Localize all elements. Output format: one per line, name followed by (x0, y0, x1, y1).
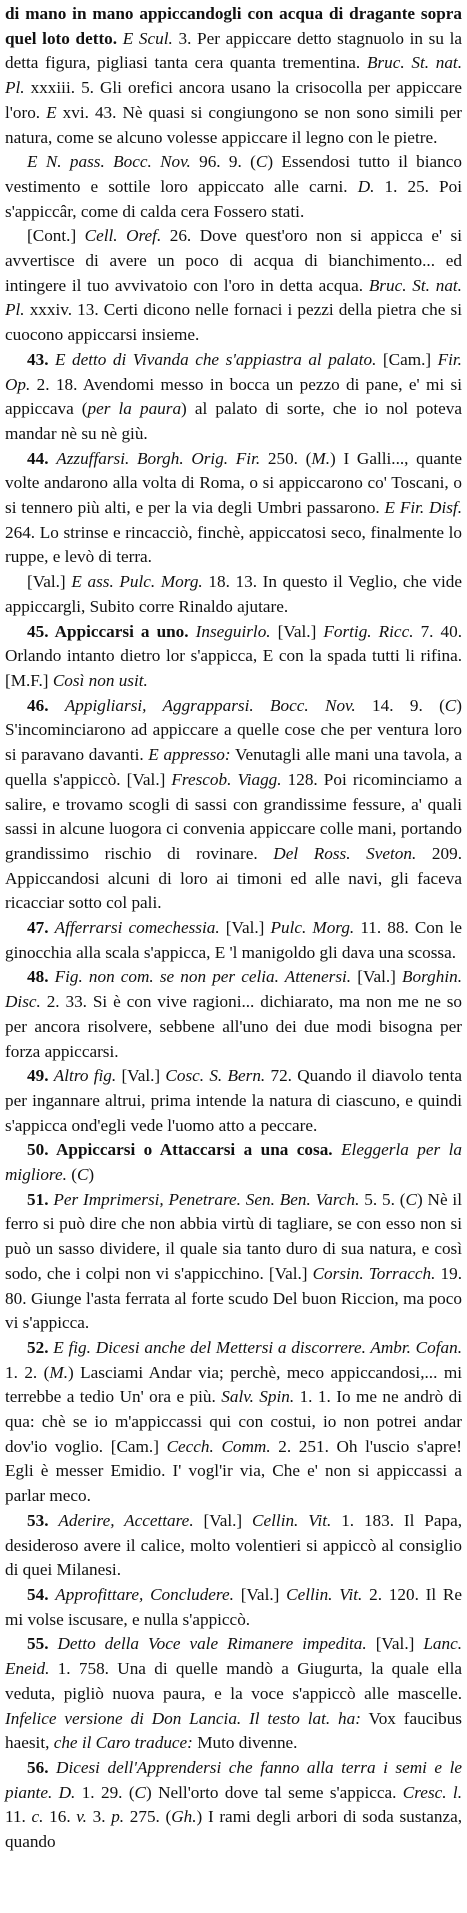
dictionary-paragraph: 53. Aderire, Accettare. [Val.] Cellin. Vit. 1. 183. Il Papa, desideroso avere il calice, molto volentieri si appiccò al consiglio di quei Milanesi. (5, 1510, 463, 1580)
dictionary-paragraph: [Cont.] Cell. Oref. 26. Dove quest'oro non si appicca e' si avvertisce di avere un poco di acqua di bianchimento... ed intingere il tuo avvivatoio con l'oro in detta acqua. Bruc. St. nat. Pl. xxxiv. 13. Certi dicono nelle fornaci i pezzi della pietra che si cuocono appiccarsi insieme. (5, 226, 462, 345)
dictionary-paragraph: [Val.] E ass. Pulc. Morg. 18. 13. In questo il Veglio, che vide appiccargli, Subito corre Rinaldo ajutare. (5, 572, 463, 616)
dictionary-paragraph: 55. Detto della Voce vale Rimanere impedita. [Val.] Lanc. Eneid. 1. 758. Una di quelle mandò a Giugurta, la quale ella veduta, pigliò nuova paura, e la voce s'appiccò alle mascelle. Infelice versione di Don Lancia. Il testo lat. ha: Vox faucibus haesit, che il Caro traduce: Muto divenne. (5, 1634, 463, 1753)
dictionary-paragraph: 43. E detto di Vivanda che s'appiastra al palato. [Cam.] Fir. Op. 2. 18. Avendomi messo in bocca un pezzo di pane, e' mi si appiccava (per la paura) al palato di sorte, che io nol poteva mandar nè su nè giù. (5, 349, 462, 443)
dictionary-paragraph: 48. Fig. non com. se non per celia. Attenersi. [Val.] Borghin. Disc. 2. 33. Si è con vive ragioni... dichiarato, ma non me ne so per ancora risolvere, sebbene all'uno dei due modi bisogna per forza appiccarsi. (5, 967, 463, 1061)
dictionary-paragraph: 47. Afferrarsi comechessia. [Val.] Pulc. Morg. 11. 88. Con le ginocchia alla scala s'appicca, E 'l manigoldo gli dava una scossa. (5, 918, 462, 962)
dictionary-paragraph: 52. E fig. Dicesi anche del Mettersi a discorrere. Ambr. Cofan. 1. 2. (M.) Lasciami Andar via; perchè, meco appiccandosi,... mi terrebbe a tedio Un' ora e più. Salv. Spin. 1. 1. Io me ne andrò di qua: chè se io m'appiccassi qui con costui, io non potrei andar dov'io voglio. [Cam.] Cecch. Comm. 2. 251. Oh l'uscio s'apre! Egli è messer Emidio. I' vogl'ir via, Che e' non si appiccassi a parlar meco. (5, 1337, 463, 1506)
dictionary-paragraph: 51. Per Imprimersi, Penetrare. Sen. Ben. Varch. 5. 5. (C) Nè il ferro si può dire che non abbia virtù di tagliare, se con esso non si può un sasso dividere, il quale sia tanto duro di sua natura, e così sodo, che i colpi non vi s'appicchino. [Val.] Corsin. Torracch. 19. 80. Giunge l'asta ferrata al forte scudo Del buon Riccion, ma poco vi s'appicca. (5, 1189, 462, 1333)
dictionary-paragraph: di mano in mano appiccandogli con acqua di dragante sopra quel loto detto. E Scul. 3. Per appiccare detto stagnuolo in su la detta figura, pigliasi tanta cera quanta trementina. Bruc. St. nat. Pl. xxxiii. 5. Gli orefici ancora usano la crisocolla per appiccare l'oro. E xvi. 43. Nè quasi si congiungono se non sono simili per natura, come se alcuno volesse appiccare il legno con le pietre. (5, 4, 463, 147)
dictionary-paragraph: 44. Azzuffarsi. Borgh. Orig. Fir. 250. (M.) I Galli..., quante volte andarono alla volta di Roma, o si appiccarono co' Toscani, o si tennero più alti, e per la via degli Umbri passarono. E Fir. Disf. 264. Lo strinse e rincacciò, finchè, appiccatosi seco, finalmente lo ruppe, e levò di terra. (5, 448, 462, 567)
dictionary-paragraph: E N. pass. Bocc. Nov. 96. 9. (C) Essendosi tutto il bianco vestimento e sottile loro appiccato alle carni. D. 1. 25. Poi s'appiccâr, come di calda cera Fossero stati. (5, 152, 462, 221)
dictionary-paragraph: 56. Dicesi dell'Apprendersi che fanno alla terra i semi e le piante. D. 1. 29. (C) Nell'orto dove tal seme s'appicca. Cresc. l. 11. c. 16. v. 3. p. 275. (Gh.) I rami degli arbori di soda sustanza, quando (5, 1757, 463, 1852)
dictionary-paragraph: 50. Appiccarsi o Attaccarsi a una cosa. Eleggerla per la migliore. (C) (5, 1140, 463, 1185)
dictionary-paragraph: 46. Appigliarsi, Aggrapparsi. Bocc. Nov. 14. 9. (C) S'incominciarono ad appiccare a quelle cose che per ventura loro si paravano davanti. E appresso: Venutagli alle mani una tavola, a quella s'appiccò. [Val.] Frescob. Viagg. 128. Poi ricominciamo a salire, e trovamo scogli di sassi con grandissime fessure, a' quali sassi in alcune luogora ci convenia appiccare colle mani, portando grandissimo rischio di rovinare. Del Ross. Sveton. 209. Appiccandosi alcuni di loro ai timoni ed alle navi, gli faceva ricacciar sotto col pali. (5, 695, 462, 913)
dictionary-paragraph: 45. Appiccarsi a uno. Inseguirlo. [Val.] Fortig. Ricc. 7. 40. Orlando intanto dietro lor s'appicca, E con la spada tutti li rifina. [M.F.] Così non usit. (5, 621, 462, 690)
dictionary-paragraph: 54. Approfittare, Concludere. [Val.] Cellin. Vit. 2. 120. Il Re mi volse iscusare, e nulla s'appiccò. (5, 1585, 463, 1629)
dictionary-paragraph: 49. Altro fig. [Val.] Cosc. S. Bern. 72. Quando il diavolo tenta per ingannare altrui, prima intende la natura di ciascuno, e quindi s'appicca ond'egli vede l'uomo atto a peccare. (5, 1066, 462, 1135)
